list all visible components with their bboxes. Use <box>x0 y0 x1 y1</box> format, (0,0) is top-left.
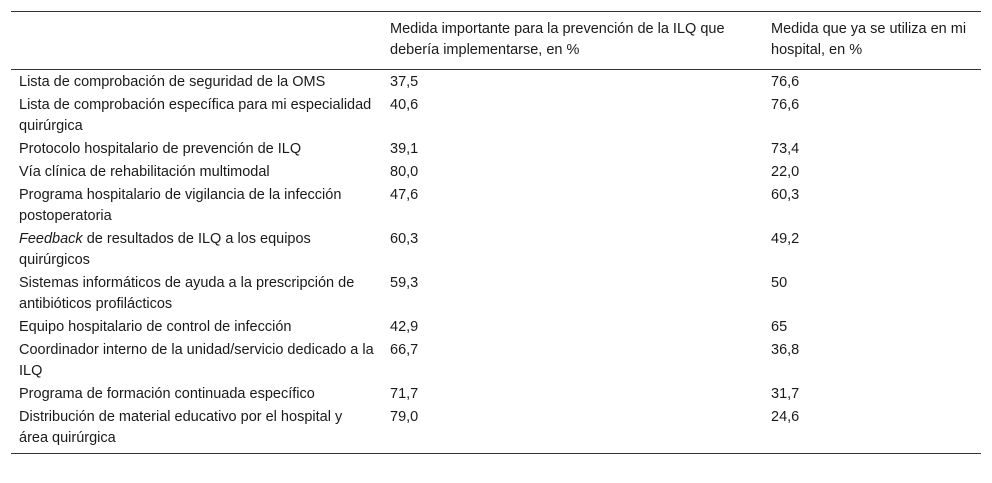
table-row <box>11 94 981 138</box>
table-row <box>11 406 981 454</box>
measure-label: Distribución de material educativo por el hospital y área quirúrgica <box>19 409 343 446</box>
cell-importante: 60,3 <box>390 231 419 247</box>
cell-importante: 40,6 <box>390 97 419 113</box>
measure-label: Lista de comprobación específica para mi especialidad quirúrgica <box>19 97 372 134</box>
cell-measure <box>11 272 382 316</box>
table-row <box>11 316 981 339</box>
cell-utiliza: 76,6 <box>771 97 800 113</box>
cell-utiliza: 76,6 <box>771 74 800 90</box>
cell-utiliza: 50 <box>771 275 788 291</box>
measure-label: Equipo hospitalario de control de infección <box>19 319 292 335</box>
cell-measure <box>11 94 382 138</box>
table-row <box>11 383 981 406</box>
measure-italic-prefix: Feedback <box>19 231 83 247</box>
cell-measure <box>11 383 382 406</box>
cell-importante: 39,1 <box>390 141 419 157</box>
header-row <box>11 12 981 70</box>
cell-utiliza: 49,2 <box>771 231 800 247</box>
cell-utiliza: 60,3 <box>771 187 800 203</box>
measure-label: Programa de formación continuada específico <box>19 386 315 402</box>
measure-label: Programa hospitalario de vigilancia de la infección postoperatoria <box>19 187 342 224</box>
cell-importante: 42,9 <box>390 319 419 335</box>
header-measure <box>11 12 382 70</box>
cell-importante: 79,0 <box>390 409 419 425</box>
cell-utiliza: 73,4 <box>771 141 800 157</box>
measure-label: Sistemas informáticos de ayuda a la prescripción de antibióticos profilácticos <box>19 275 355 312</box>
table-row <box>11 70 981 95</box>
table-row <box>11 184 981 228</box>
table-row <box>11 272 981 316</box>
cell-measure <box>11 184 382 228</box>
table-row <box>11 228 981 272</box>
cell-measure <box>11 70 382 95</box>
cell-utiliza: 65 <box>771 319 788 335</box>
cell-importante: 47,6 <box>390 187 419 203</box>
cell-measure <box>11 228 382 272</box>
cell-importante: 59,3 <box>390 275 419 291</box>
cell-utiliza: 36,8 <box>771 342 800 358</box>
cell-measure <box>11 339 382 383</box>
cell-utiliza: 31,7 <box>771 386 800 402</box>
cell-importante: 66,7 <box>390 342 419 358</box>
cell-measure <box>11 138 382 161</box>
cell-utiliza: 22,0 <box>771 164 800 180</box>
table-row <box>11 138 981 161</box>
measure-label: de resultados de ILQ a los equipos quirúrgicos <box>19 231 311 268</box>
measure-label: Coordinador interno de la unidad/servicio dedicado a la ILQ <box>19 342 374 379</box>
header-importante: Medida importante para la prevención de la ILQ que debería implementarse, en % <box>390 21 725 58</box>
table-row <box>11 339 981 383</box>
cell-importante: 37,5 <box>390 74 419 90</box>
table-body <box>11 70 981 454</box>
header-utiliza: Medida que ya se utiliza en mi hospital, en % <box>771 21 967 58</box>
measure-label: Vía clínica de rehabilitación multimodal <box>19 164 270 180</box>
measure-label: Protocolo hospitalario de prevención de ILQ <box>19 141 302 157</box>
cell-measure <box>11 161 382 184</box>
cell-measure <box>11 316 382 339</box>
cell-importante: 71,7 <box>390 386 419 402</box>
table-row <box>11 161 981 184</box>
cell-measure <box>11 406 382 454</box>
cell-importante: 80,0 <box>390 164 419 180</box>
measures-table <box>11 11 981 454</box>
measure-label: Lista de comprobación de seguridad de la OMS <box>19 74 326 90</box>
cell-utiliza: 24,6 <box>771 409 800 425</box>
table-header <box>11 12 981 70</box>
